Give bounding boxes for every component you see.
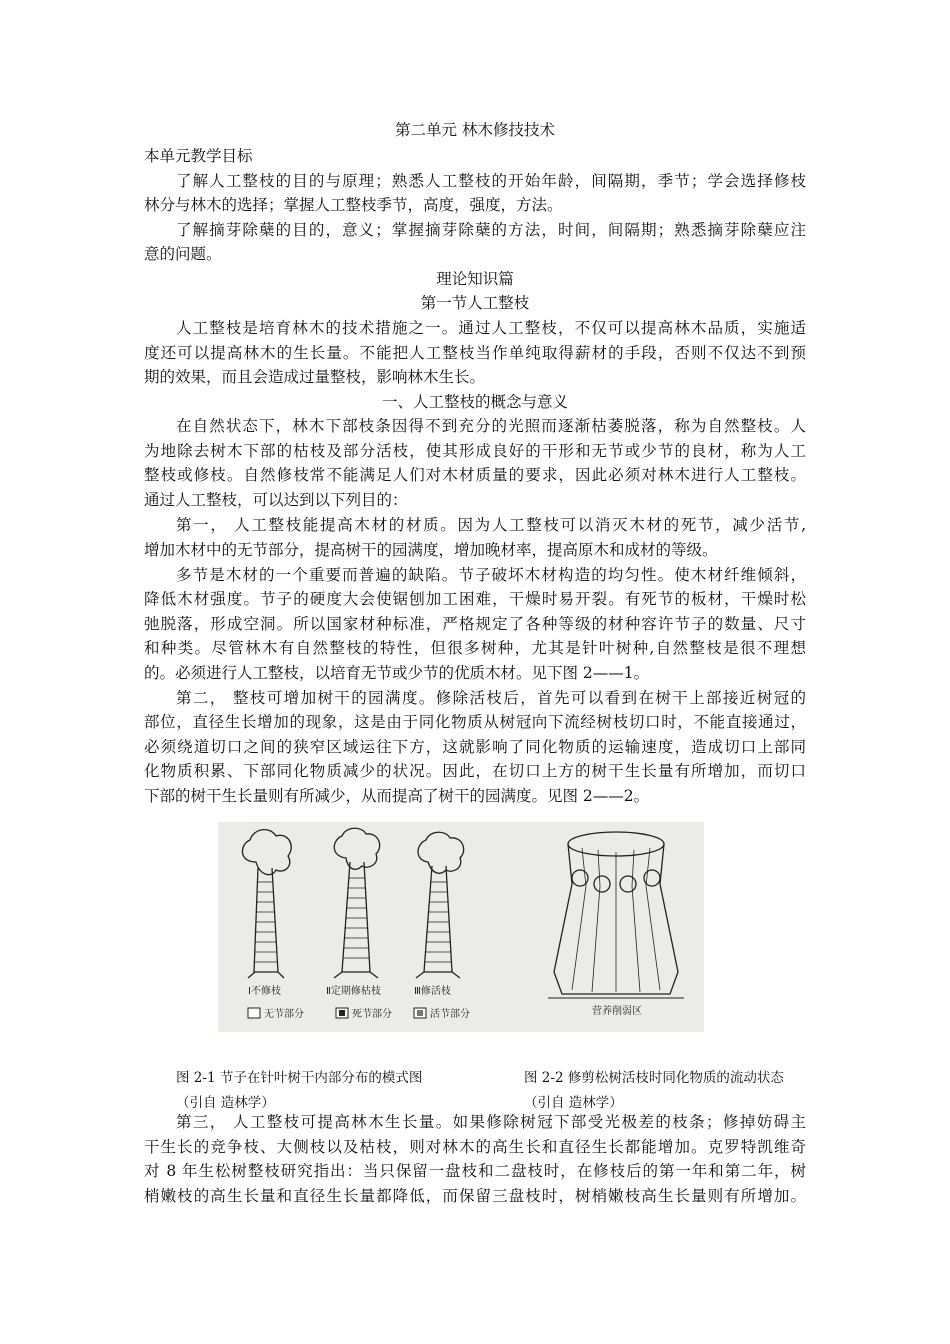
part-title: 理论知识篇 [436, 270, 514, 288]
pine-stem-diagram [528, 822, 704, 1032]
figure-2-source: （引自 造林学） [524, 1095, 623, 1111]
point1-line: 增加木材中的无节部分，提高树干的园满度，增加晚材率，提高原木和成材的等级。 [144, 541, 718, 559]
point2-line: 必须绕道切口之间的狭窄区域运往下方，这就影响了同化物质的运输速度，造成切口上部同 [144, 738, 806, 756]
tree-diagram-1 [242, 830, 291, 978]
intro-line: 人工整枝是培育林木的技术措施之一。通过人工整枝，不仅可以提高林木品质，实施适 [176, 319, 806, 337]
subsection-title: 一、人工整枝的概念与意义 [381, 393, 568, 411]
point2-line: 部位，直径生长增加的现象，这是由于同化物质从树冠向下流经树枝切口时，不能直接通过， [144, 713, 806, 731]
objective-line: 了解人工整枝的目的与原理；熟悉人工整枝的开始年龄，间隔期，季节；学会选择修枝 [176, 172, 806, 190]
point2-line: 下部的树干生长量则有所减少，从而提高了树干的园满度。见图 2——2。 [144, 787, 650, 805]
figure-label: 营养削弱区 [592, 1006, 642, 1017]
knot-distribution-diagram [218, 822, 528, 1032]
tree-diagram-3 [416, 832, 464, 978]
point2-line: 化物质积累、下部同化物质减少的状况。因此，在切口上方的树干生长量有所增加，而切口 [144, 762, 806, 780]
knots-line: 弛脱落，形成空洞。所以国家材种标准，严格规定了各种等级的材种容许节子的数量、尺寸 [144, 615, 806, 633]
knots-line: 降低木材强度。节子的硬度大会使锯刨加工困难，干燥时易开裂。有死节的板材，干燥时松 [144, 590, 806, 608]
knots-line: 和种类。尽管林木有自然整枝的特性，但很多树种，尤其是针叶树种,自然整枝是很不理想 [144, 639, 806, 657]
figure-2-2 [528, 822, 704, 1032]
point3-line: 干生长的竞争枝、大侧枝以及枯枝，则对林木的高生长和直径生长都能增加。克罗特凯维奇 [144, 1138, 806, 1156]
point3-line: 梢嫩枝的高生长量和直径生长量都降低，而保留三盘枝时，树梢嫩枝高生长量则有所增加。 [144, 1187, 806, 1205]
concept-line: 为地除去树木下部的枯枝及部分活枝，使其形成良好的干形和无节或少节的良材，称为人工 [144, 442, 806, 460]
objective-line: 林分与林木的选择；掌握人工整枝季节，高度，强度，方法。 [144, 196, 563, 214]
tree-label: Ⅲ修活枝 [414, 986, 451, 997]
legend-label: 无节部分 [264, 1009, 304, 1020]
point3-line: 第三， 人工整枝可提高林木生长量。如果修除树冠下部受光极差的枝条；修掉妨碍主 [176, 1113, 806, 1131]
concept-line: 在自然状态下，林木下部枝条因得不到充分的光照而逐渐枯萎脱落，称为自然整枝。人 [176, 417, 806, 435]
figure-1-caption: 图 2-1 节子在针叶树干内部分布的模式图 [176, 1070, 423, 1086]
unit-title: 第二单元 林木修技技术 [395, 121, 555, 139]
legend-label: 死节部分 [352, 1009, 392, 1020]
tree-diagram-2 [334, 828, 380, 978]
figure-2-caption: 图 2-2 修剪松树活枝时同化物质的流动状态 [524, 1070, 784, 1086]
intro-line: 度还可以提高林木的生长量。不能把人工整枝当作单纯取得薪材的手段，否则不仅达不到预 [144, 344, 806, 362]
concept-line: 通过人工整枝，可以达到以下列目的： [144, 491, 408, 509]
objective-line: 了解摘芽除蘖的目的，意义；掌握摘芽除蘖的方法，时间，间隔期；熟悉摘芽除蘖应注 [176, 221, 806, 239]
tree-label: Ⅱ定期修枯枝 [326, 986, 381, 997]
point3-line: 对 8 年生松树整枝研究指出：当只保留一盘枝和二盘枝时，在修枝后的第一年和第二年，树 [144, 1162, 806, 1180]
intro-line: 期的效果，而且会造成过量整枝，影响林木生长。 [144, 368, 486, 386]
legend-swatch-clear [248, 1008, 260, 1018]
concept-line: 整枝或修枝。自然修枝常不能满足人们对木材质量的要求，因此必须对林木进行人工整枝。 [144, 466, 806, 484]
point1-line: 第一， 人工整枝能提高木材的材质。因为人工整枝可以消灭木材的死节，减少活节, [176, 516, 806, 534]
section-title: 第一节人工整枝 [420, 294, 530, 312]
legend-label: 活节部分 [430, 1009, 470, 1020]
figure-1-source: （引自 造林学） [176, 1095, 275, 1111]
objectives-heading: 本单元教学目标 [144, 147, 253, 165]
tree-label: Ⅰ不修枝 [248, 986, 281, 997]
knots-line: 多节是木材的一个重要而普遍的缺陷。节子破坏木材构造的均匀性。使木材纤维倾斜， [176, 566, 806, 584]
knots-line: 的。必须进行人工整枝，以培育无节或少节的优质木材。见下图 2——1。 [144, 664, 650, 682]
objective-line: 意的问题。 [144, 245, 222, 263]
figure-2-1 [218, 822, 528, 1032]
point2-line: 第二， 整枝可增加树干的园满度。修除活枝后，首先可以看到在树干上部接近树冠的 [176, 689, 806, 707]
